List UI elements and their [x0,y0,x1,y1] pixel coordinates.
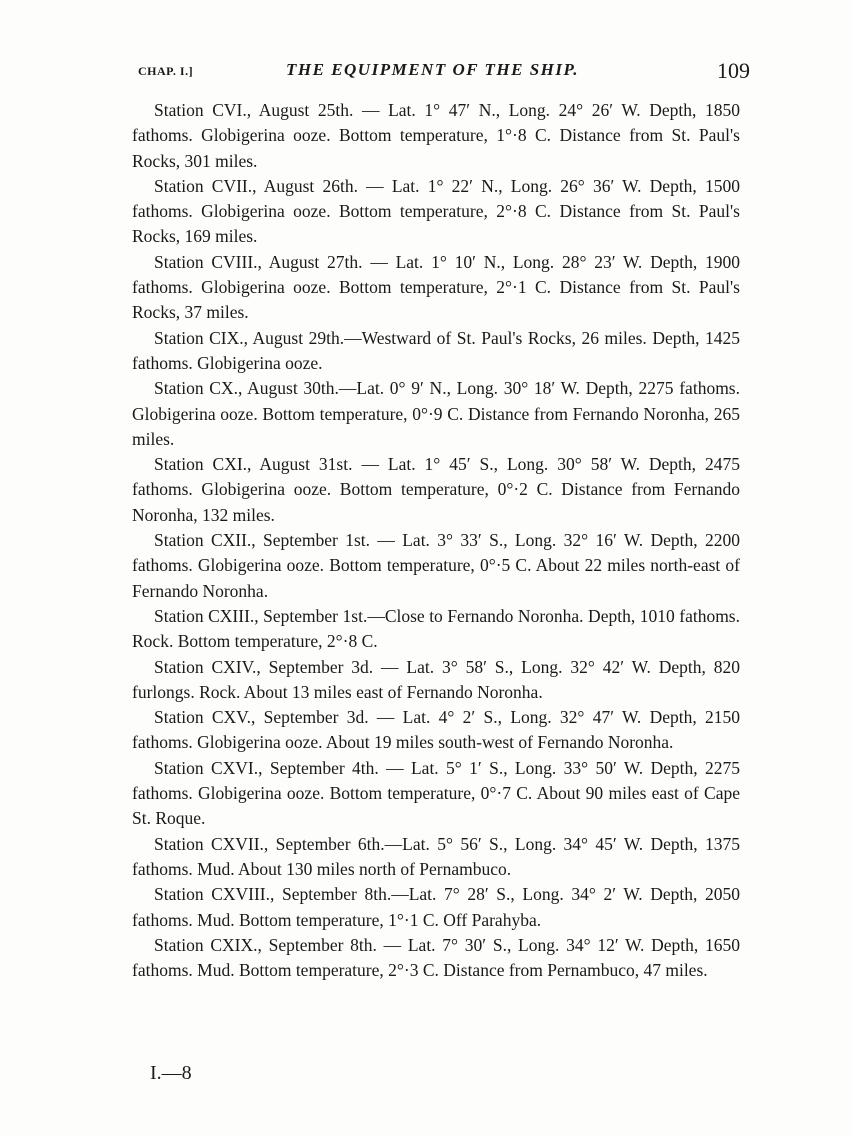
page-number: 109 [717,58,750,83]
station-entry: Station CVII., August 26th. — Lat. 1° 22′ N., Long. 26° 36′ W. Depth, 1500 fathoms. Globigerina ooze. Bottom temperature, 2°·8 C. Distance from St. Paul's Rocks, 169 miles. [132,175,740,247]
station-entry: Station CXVI., September 4th. — Lat. 5° 1′ S., Long. 33° 50′ W. Depth, 2275 fathoms. Globigerina ooze. Bottom temperature, 0°·7 C. About 90 miles east of Cape St. Roque. [132,757,740,829]
station-entry: Station CXII., September 1st. — Lat. 3° 33′ S., Long. 32° 16′ W. Depth, 2200 fathoms. Globigerina ooze. Bottom temperature, 0°·5 C. About 22 miles north-east of Fernando Noronha. [132,530,740,601]
station-entry: Station CVI., August 25th. — Lat. 1° 47′ N., Long. 24° 26′ W. Depth, 1850 fathoms. Globigerina ooze. Bottom temperature, 1°·8 C. Distance from St. Paul's Rocks, 301 miles. [132,100,740,171]
station-entry: Station CIX., August 29th.—Westward of St. Paul's Rocks, 26 miles. Depth, 1425 fathoms. Globigerina ooze. [132,327,740,373]
station-entry: Station CX., August 30th.—Lat. 0° 9′ N., Long. 30° 18′ W. Depth, 2275 fathoms. Globigerina ooze. Bottom temperature, 0°·9 C. Distance from Fernando Noronha, 265 miles. [132,378,740,449]
station-entry: Station CVIII., August 27th. — Lat. 1° 10′ N., Long. 28° 23′ W. Depth, 1900 fathoms. Globigerina ooze. Bottom temperature, 2°·1 C. Distance from St. Paul's Rocks, 37 miles. [132,251,740,323]
station-entry: Station CXI., August 31st. — Lat. 1° 45′ S., Long. 30° 58′ W. Depth, 2475 fathoms. Globigerina ooze. Bottom temperature, 0°·2 C. Distance from Fernando Noronha, 132 miles. [132,454,740,525]
station-entry: Station CXIX., September 8th. — Lat. 7° 30′ S., Long. 34° 12′ W. Depth, 1650 fathoms. Mud. Bottom temperature, 2°·3 C. Distance from Pernambuco, 47 miles. [132,934,740,981]
running-title: THE EQUIPMENT OF THE SHIP. [286,60,579,79]
signature-mark: I.—8 [150,1062,192,1084]
station-entry: Station CXVII., September 6th.—Lat. 5° 56′ S., Long. 34° 45′ W. Depth, 1375 fathoms. Mud. About 130 miles north of Pernambuco. [132,833,740,879]
running-header [138,58,750,88]
station-entry: Station CXIII., September 1st.—Close to Fernando Noronha. Depth, 1010 fathoms. Rock. Bottom temperature, 2°·8 C. [132,605,740,652]
station-entry: Station CXVIII., September 8th.—Lat. 7° 28′ S., Long. 34° 2′ W. Depth, 2050 fathoms. Mud. Bottom temperature, 1°·1 C. Off Parahyba. [132,884,740,930]
station-list [132,98,740,983]
station-entry: Station CXIV., September 3d. — Lat. 3° 58′ S., Long. 32° 42′ W. Depth, 820 furlongs. Rock. About 13 miles east of Fernando Noronha. [132,656,740,702]
station-entry: Station CXV., September 3d. — Lat. 4° 2′ S., Long. 32° 47′ W. Depth, 2150 fathoms. Globigerina ooze. About 19 miles south-west of Fernando Noronha. [132,707,740,753]
chapter-label: CHAP. I.] [138,64,194,78]
